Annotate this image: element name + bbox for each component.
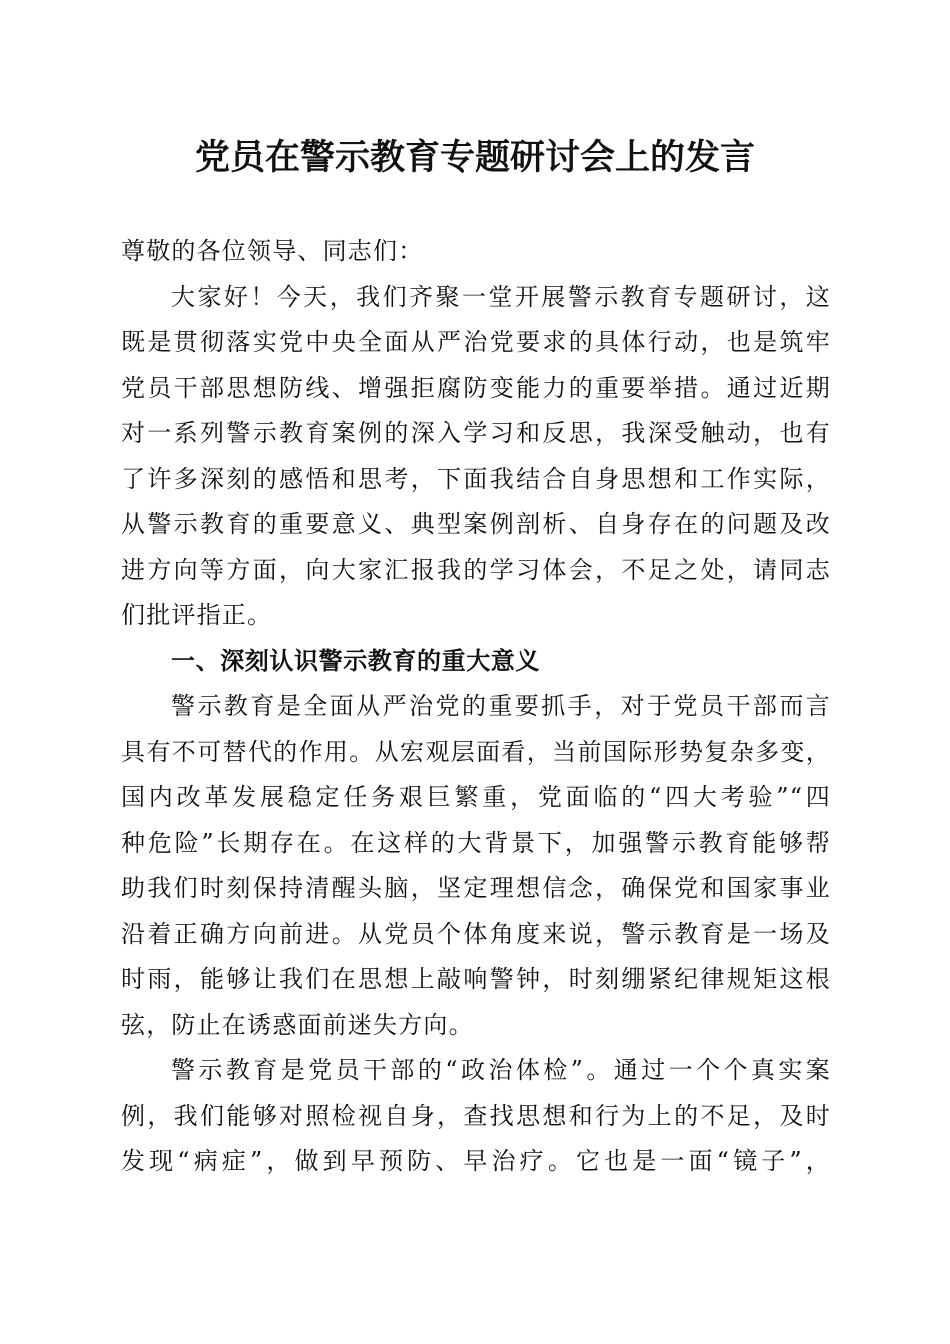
paragraph-line: 国内改革发展稳定任务艰巨繁重，党面临的“四大考验”“四: [121, 783, 831, 811]
paragraph-line: 大家好！今天，我们齐聚一堂开展警示教育专题研讨，这: [171, 282, 831, 311]
paragraph-line: 从警示教育的重要意义、典型案例剖析、自身存在的问题及改: [121, 510, 831, 538]
paragraph-line: 进方向等方面，向大家汇报我的学习体会，不足之处，请同志: [121, 555, 831, 584]
paragraph-line: 具有不可替代的作用。从宏观层面看，当前国际形势复杂多变，: [121, 737, 831, 766]
paragraph-line: 们批评指正。: [121, 601, 273, 629]
paragraph-line: 助我们时刻保持清醒头脑，坚定理想信念，确保党和国家事业: [121, 874, 831, 902]
paragraph-line: 了许多深刻的感悟和思考，下面我结合自身思想和工作实际，: [121, 464, 831, 493]
paragraph-line: 例，我们能够对照检视自身，查找思想和行为上的不足，及时: [121, 1101, 831, 1130]
paragraph-line: 发现“病症”，做到早预防、早治疗。它也是一面“镜子”，: [121, 1147, 831, 1175]
paragraph-line: 对一系列警示教育案例的深入学习和反思，我深受触动，也有: [121, 419, 831, 447]
document-title: 党员在警示教育专题研讨会上的发言: [194, 137, 755, 178]
paragraph-line: 弦，防止在诱惑面前迷失方向。: [121, 1010, 474, 1039]
section-heading: 一、深刻认识警示教育的重大意义: [171, 646, 540, 675]
paragraph-line: 既是贯彻落实党中央全面从严治党要求的具体行动，也是筑牢: [121, 328, 831, 356]
paragraph-line: 沿着正确方向前进。从党员个体角度来说，警示教育是一场及: [121, 919, 831, 948]
paragraph-line: 警示教育是全面从严治党的重要抓手，对于党员干部而言: [171, 692, 831, 720]
paragraph-line: 时雨，能够让我们在思想上敲响警钟，时刻绷紧纪律规矩这根: [121, 965, 831, 993]
paragraph-line: 警示教育是党员干部的“政治体检”。通过一个个真实案: [171, 1056, 831, 1084]
salutation: 尊敬的各位领导、同志们：: [121, 237, 424, 265]
paragraph-line: 种危险”长期存在。在这样的大背景下，加强警示教育能够帮: [121, 828, 831, 857]
paragraph-line: 党员干部思想防线、增强拒腐防变能力的重要举措。通过近期: [121, 373, 831, 402]
document-body: [121, 229, 831, 1185]
